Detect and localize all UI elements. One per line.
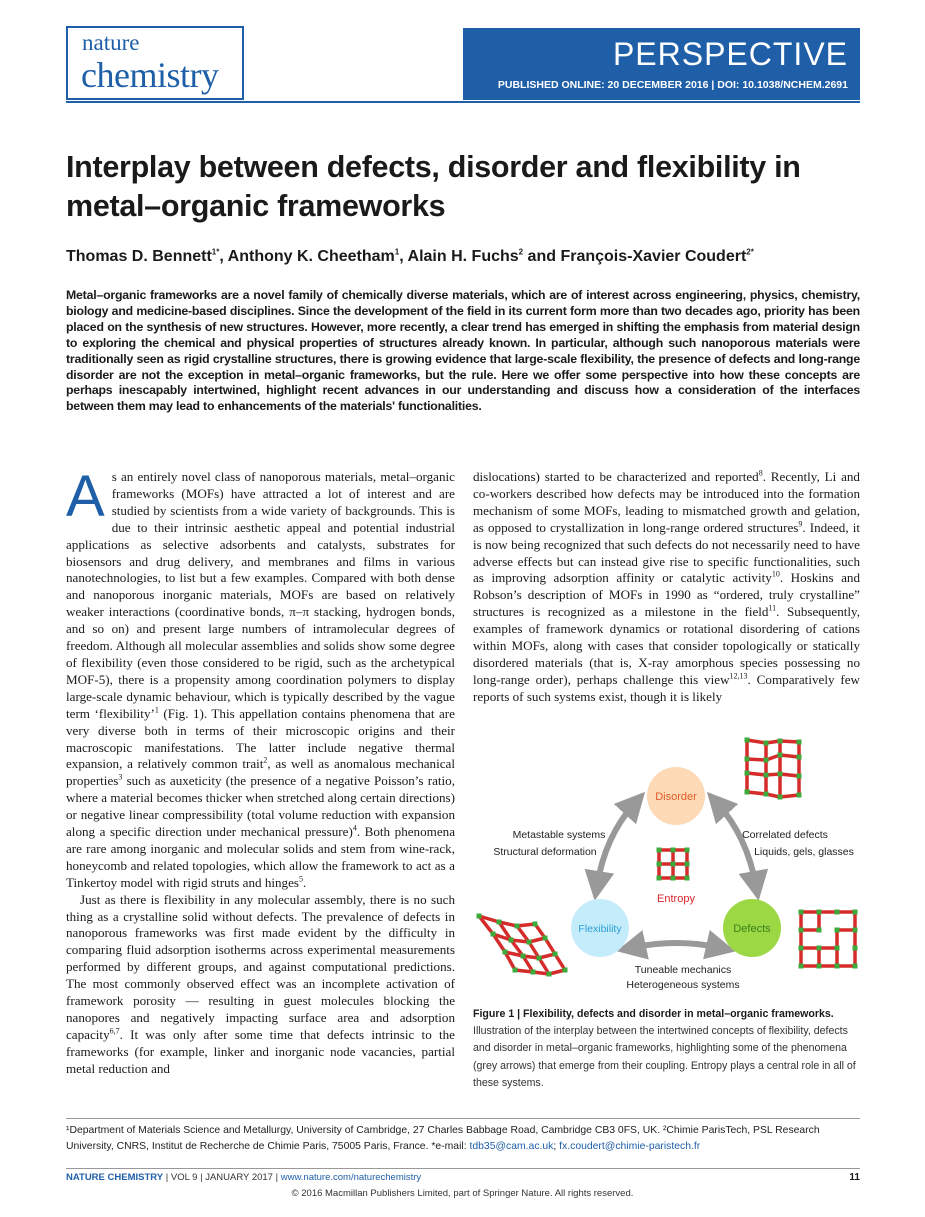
linker	[747, 792, 766, 794]
abstract: Metal–organic frameworks are a novel family of chemically diverse materials, which are of interest across engineering, physics, chemistry, biology and medicine-based disciplines. Since the development of the field in its current form more than two decades ago, priority has been placed on the synthesis of new structures. However, more recently, a clear trend has emerged in shifting the emphasis from material design to exploring the chemical and physical properties of structures already known. In particular, although such nanoporous materials were traditionally seen as rigid crystalline structures, there is growing evidence that large-scale flexibility, the presence of defects and long-range disorder are not the exception in metal–organic frameworks, but the rule. Here we offer some perspective into how these concepts are perhaps inescapably intertwined, highlight recent advances in our understanding and discuss how a consideration of the interfaces between them may lead to enhancements of the materials' functionalities.	[66, 288, 860, 414]
figure-caption-label: Figure 1 | Flexibility, defects and disorder in metal–organic frameworks.	[473, 1008, 834, 1020]
right-paragraphs	[473, 469, 860, 706]
metal-node	[817, 946, 822, 951]
label-correlated-defects: Correlated defects	[742, 829, 828, 841]
text-run: . Indeed, it is now being recognized that such defects do not necessarily need to have adverse effects but can instead give rise to specific functionalities, such as improving adsorption affinity or catalytic activity	[473, 519, 860, 586]
metal-node	[853, 928, 858, 933]
body-paragraph	[473, 469, 860, 706]
linker	[747, 773, 766, 775]
email-link-2[interactable]: fx.coudert@chimie-paristech.fr	[559, 1141, 701, 1152]
author-separator: and	[523, 248, 561, 265]
metal-node	[537, 956, 542, 961]
citation: 3	[118, 772, 123, 782]
flexibility-label: Flexibility	[578, 923, 622, 935]
metal-node	[521, 954, 526, 959]
metal-node	[745, 757, 750, 762]
metal-node	[671, 848, 676, 853]
metal-node	[503, 950, 508, 955]
metal-node	[553, 952, 558, 957]
metal-node	[778, 753, 783, 758]
metal-node	[745, 738, 750, 743]
framework-flexible	[477, 914, 568, 977]
metal-node	[515, 924, 520, 929]
arrow-disorder-defects	[717, 803, 756, 886]
metal-node	[527, 940, 532, 945]
text-run: s an entirely novel class of nanoporous materials, metal–organic frameworks (MOFs) have attracted a lot of interest and are studied by scientists from a wide variety of backgrounds. This is due to their intrinsic aesthetic appeal and potential industrial applications as selective adsorbents and catalysts, substrates for biosensors and drug delivery, and membranes and films in various nanotechnologies, to list but a few examples. Compared with both dense and nanoporous inorganic materials, MOFs are based on relatively weaker interactions (coordinative bonds, π–π stacking, hydrogen bonds, and so on) and present large numbers of intramolecular degrees of freedom. Although all molecular assemblies and solids show some degree of flexibility (even those considered to be rigid, such as the archetypical MOF-5), there is a propensity among coordination polymers to display large-scale dynamic behaviour, which is typically described by the vague term ‘flexibility’	[66, 469, 455, 721]
article-title: Interplay between defects, disorder and flexibility in metal–organic frameworks	[66, 150, 801, 223]
metal-node	[547, 972, 552, 977]
metal-node	[563, 968, 568, 973]
published-line: PUBLISHED ONLINE: 20 DECEMBER 2016 | DOI: 10.1038/NCHEM.2691	[497, 79, 848, 91]
metal-node	[817, 928, 822, 933]
metal-node	[671, 876, 676, 881]
linker	[780, 755, 799, 757]
metal-node	[778, 739, 783, 744]
body-paragraph	[66, 892, 455, 1078]
citation: 12,13	[729, 671, 748, 681]
label-metastable: Metastable systems	[512, 829, 606, 841]
metal-node	[657, 848, 662, 853]
text-run: dislocations) started to be characterized and reported	[473, 469, 759, 484]
author-affiliation: 2*	[746, 247, 754, 257]
metal-node	[817, 910, 822, 915]
left-paragraphs	[66, 464, 456, 1078]
text-run: , as well as anomalous mechanical properties	[66, 756, 456, 789]
article-type: PERSPECTIVE	[612, 36, 848, 72]
author-name: Thomas D. Bennett	[66, 248, 212, 265]
header-bar	[463, 28, 860, 100]
metal-node	[799, 964, 804, 969]
text-run: .	[303, 874, 307, 890]
footer-info	[66, 1172, 421, 1183]
metal-node	[797, 774, 802, 779]
metal-node	[764, 773, 769, 778]
metal-node	[799, 910, 804, 915]
metal-node	[671, 862, 676, 867]
framework-entropy	[657, 848, 690, 881]
metal-node	[531, 970, 536, 975]
entropy-label: Entropy	[657, 893, 695, 905]
email-link-1[interactable]: tdb35@cam.ac.uk	[469, 1141, 554, 1152]
framework-disordered	[745, 738, 802, 800]
arrow-flexibility-defects	[631, 943, 721, 948]
text-run: Just as there is flexibility in any molecular assembly, there is no such thing as a crystalline solid without defects. The prevalence of defects in nanoporous frameworks was first made evident by the difficulty in comparing fluid adsorption isotherms across experimental measurements performed by different groups, and against computational predictions. The most commonly observed effect was an incomplete activation of framework porosity — resulting in guest molecules blocking the nanopores and negatively impacting surface area and adsorption capacity	[66, 891, 455, 1042]
text-run: . It was only after some time that defects intrinsic to the frameworks (for example, linker and inorganic node vacancies, partial metal reduction and	[66, 1026, 455, 1076]
figure-1	[473, 728, 860, 1001]
figure-caption	[473, 1006, 860, 1092]
drop-cap: A	[66, 464, 105, 529]
author-affiliation: 1*	[211, 247, 220, 257]
text-run: . Recently, Li and co-workers described how defects may be introduced into the formation mechanism of some MOFs, leading to mismatched growth and gelation, as opposed to crystallization in long-range ordered structures	[473, 469, 860, 535]
body-column-left	[66, 464, 456, 1078]
footnote-rule	[66, 1118, 860, 1119]
metal-node	[764, 758, 769, 763]
text-run: (Fig. 1). This appellation contains phenomena that are very diverse both in terms of their microscopic origins and their macroscopic manifestations. The latter include negative thermal expansion, a relatively common trait	[66, 705, 455, 772]
body-paragraph	[66, 464, 456, 892]
metal-node	[513, 968, 518, 973]
metal-node	[799, 946, 804, 951]
author-name: François-Xavier Coudert	[560, 248, 747, 265]
figure-caption-text: Illustration of the interplay between the intertwined concepts of flexibility, defects and disorder in metal–organic frameworks, highlighting some of the phenomena (grey arrows) that emerge from their coupling. Entropy plays a central role in all of these systems.	[473, 1025, 856, 1089]
text-run: . Hoskins and Robson’s description of MOFs in 1990 as “ordered, truly crystalline” structures is recognized as a milestone in the field	[473, 570, 860, 620]
label-liquids-gels: Liquids, gels, glasses	[754, 846, 854, 858]
metal-node	[778, 795, 783, 800]
metal-node	[533, 922, 538, 927]
linker	[747, 759, 766, 760]
author-separator: ,	[399, 248, 408, 265]
citation: 8	[758, 468, 763, 478]
metal-node	[657, 862, 662, 867]
footer-journal: NATURE CHEMISTRY	[66, 1172, 164, 1183]
metal-node	[745, 771, 750, 776]
citation: 5	[299, 874, 304, 884]
citation: 10	[771, 570, 780, 580]
metal-node	[797, 740, 802, 745]
metal-node	[764, 792, 769, 797]
page-number: 11	[849, 1172, 860, 1183]
arrow-disorder-flexibility	[597, 803, 635, 886]
metal-node	[835, 946, 840, 951]
metal-node	[835, 910, 840, 915]
text-run: . Subsequently, examples of framework dynamics or rotational disordering of cations within MOFs, along with cases that consider topologically or statically disordered materials (that is, X-ray amorphous species possessing no long-range order), perhaps challenge this view	[473, 604, 860, 687]
citation: 4	[352, 823, 357, 833]
text-run: . Comparatively few reports of such systems exist, though it is likely	[473, 671, 860, 704]
copyright: © 2016 Macmillan Publishers Limited, part of Springer Nature. All rights reserved.	[291, 1188, 634, 1199]
metal-node	[685, 848, 690, 853]
citation: 9	[798, 519, 803, 529]
metal-node	[835, 964, 840, 969]
citation: 1	[154, 705, 159, 715]
journal-name-line1: nature	[82, 30, 140, 55]
journal-logo	[66, 26, 244, 100]
metal-node	[853, 964, 858, 969]
metal-node	[853, 910, 858, 915]
linker	[515, 970, 533, 972]
citation: 2	[263, 756, 268, 766]
metal-node	[778, 772, 783, 777]
metal-node	[764, 741, 769, 746]
linker	[780, 774, 799, 776]
metal-node	[509, 938, 514, 943]
author-list	[66, 248, 866, 266]
text-run: such as auxeticity (the presence of a negative Poisson’s ratio, where a material becomes thicker when stretched along certain directions) or negative linear compressibility (total volume reduction with expansion along a specific direction under mechanical pressure)	[66, 773, 455, 840]
text-run: . Both phenomena are rare among inorganic and molecular solids and stem from wine-rack, honeycomb and related topologies, which allow the framework to act as a Tinkertoy model with rigid struts and hinges	[66, 824, 456, 890]
metal-node	[797, 793, 802, 798]
linker	[517, 924, 535, 926]
affiliations-text: ¹Department of Materials Science and Metallurgy, University of Cambridge, 27 Charles Babbage Road, Cambridge CB3 0FS, UK. ²Chimie ParisTech, PSL Research University, CNRS, Institut de Recherche de Chimie Paris, 75005 Paris, France. *e-mail:	[66, 1125, 820, 1152]
citation: 6,7	[109, 1026, 120, 1036]
metal-node	[657, 876, 662, 881]
journal-name-line2: chemistry	[81, 55, 219, 95]
author-affiliation: 2	[518, 247, 524, 257]
label-tuneable-mechanics: Tuneable mechanics	[634, 964, 732, 976]
metal-node	[799, 928, 804, 933]
author-name: Alain H. Fuchs	[407, 248, 519, 265]
header-rule	[66, 101, 860, 103]
metal-node	[477, 914, 482, 919]
metal-node	[745, 790, 750, 795]
metal-node	[685, 862, 690, 867]
citation: 11	[768, 603, 777, 613]
metal-node	[497, 920, 502, 925]
linker	[780, 741, 799, 742]
linker	[780, 795, 799, 797]
footer-rule	[66, 1168, 860, 1169]
framework-defective	[799, 910, 858, 969]
metal-node	[543, 936, 548, 941]
metal-node	[853, 946, 858, 951]
affiliations	[66, 1123, 860, 1155]
metal-node	[835, 928, 840, 933]
journal-url-link[interactable]: www.nature.com/naturechemistry	[280, 1172, 422, 1183]
label-structural-deformation: Structural deformation	[493, 846, 597, 858]
email-separator: ;	[553, 1141, 560, 1152]
metal-node	[491, 932, 496, 937]
author-separator: ,	[219, 248, 228, 265]
defects-label: Defects	[733, 923, 771, 935]
author-name: Anthony K. Cheetham	[227, 248, 395, 265]
body-column-right	[473, 469, 860, 706]
linker	[747, 740, 766, 743]
metal-node	[797, 755, 802, 760]
footer-issue: | VOL 9 | JANUARY 2017 |	[163, 1172, 281, 1183]
metal-node	[685, 876, 690, 881]
label-heterogeneous: Heterogeneous systems	[626, 979, 740, 991]
metal-node	[817, 964, 822, 969]
disorder-label: Disorder	[655, 791, 697, 803]
author-affiliation: 1	[394, 247, 400, 257]
